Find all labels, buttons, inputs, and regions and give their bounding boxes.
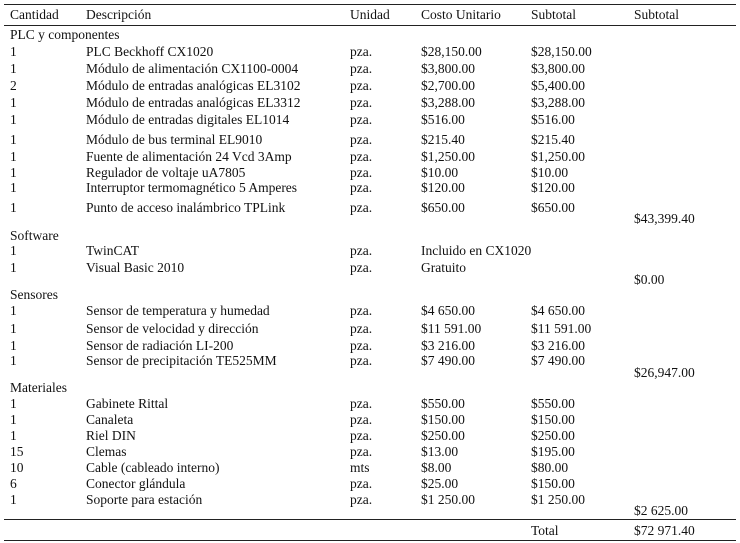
row-subtotal: $650.00 bbox=[531, 200, 575, 215]
row-unit: pza. bbox=[350, 61, 373, 76]
row-desc: Cable (cableado interno) bbox=[86, 460, 220, 475]
row-qty: 1 bbox=[10, 95, 17, 110]
top-rule bbox=[4, 4, 736, 5]
header-descripcion: Descripción bbox=[86, 7, 152, 22]
row-subtotal: $3 216.00 bbox=[531, 338, 585, 353]
bottom-rule bbox=[4, 540, 736, 541]
row-subtotal: $3,288.00 bbox=[531, 95, 585, 110]
header-subtotal-grupo: Subtotal bbox=[634, 7, 680, 22]
row-qty: 2 bbox=[10, 78, 17, 93]
section-title: Materiales bbox=[10, 380, 67, 395]
row-cost: $11 591.00 bbox=[421, 321, 482, 336]
row-qty: 1 bbox=[10, 353, 17, 368]
row-cost: Incluido en CX1020 bbox=[421, 243, 532, 258]
row-desc: Sensor de velocidad y dirección bbox=[86, 321, 259, 336]
row-cost: $250.00 bbox=[421, 428, 465, 443]
row-cost: $7 490.00 bbox=[421, 353, 475, 368]
row-unit: pza. bbox=[350, 476, 373, 491]
row-desc: Gabinete Rittal bbox=[86, 396, 169, 411]
row-qty: 1 bbox=[10, 132, 17, 147]
row-subtotal: $120.00 bbox=[531, 180, 575, 195]
row-cost: $13.00 bbox=[421, 444, 459, 459]
row-desc: Canaleta bbox=[86, 412, 134, 427]
row-desc: Soporte para estación bbox=[86, 492, 203, 507]
row-unit: pza. bbox=[350, 412, 373, 427]
section-subtotal: $26,947.00 bbox=[634, 365, 695, 380]
row-qty: 1 bbox=[10, 149, 17, 164]
row-desc: Módulo de alimentación CX1100-0004 bbox=[86, 61, 299, 76]
row-subtotal: $80.00 bbox=[531, 460, 569, 475]
row-cost: $550.00 bbox=[421, 396, 465, 411]
row-subtotal: $1,250.00 bbox=[531, 149, 585, 164]
row-unit: pza. bbox=[350, 492, 373, 507]
row-subtotal: $3,800.00 bbox=[531, 61, 585, 76]
row-unit: pza. bbox=[350, 338, 373, 353]
row-unit: pza. bbox=[350, 132, 373, 147]
row-subtotal: $5,400.00 bbox=[531, 78, 585, 93]
total-rule bbox=[4, 519, 736, 520]
section-title: Software bbox=[10, 228, 59, 243]
row-unit: pza. bbox=[350, 165, 373, 180]
row-subtotal: $150.00 bbox=[531, 476, 575, 491]
row-cost: $10.00 bbox=[421, 165, 459, 180]
row-qty: 6 bbox=[10, 476, 17, 491]
row-unit: pza. bbox=[350, 396, 373, 411]
row-cost: $1 250.00 bbox=[421, 492, 475, 507]
row-desc: Punto de acceso inalámbrico TPLink bbox=[86, 200, 286, 215]
row-cost: $150.00 bbox=[421, 412, 465, 427]
row-cost: $8.00 bbox=[421, 460, 452, 475]
row-subtotal: $1 250.00 bbox=[531, 492, 585, 507]
section-title: PLC y componentes bbox=[10, 27, 120, 42]
section-subtotal: $43,399.40 bbox=[634, 211, 695, 226]
row-unit: pza. bbox=[350, 200, 373, 215]
row-qty: 1 bbox=[10, 165, 17, 180]
row-subtotal: $7 490.00 bbox=[531, 353, 585, 368]
total-value: $72 971.40 bbox=[634, 523, 695, 538]
row-subtotal: $150.00 bbox=[531, 412, 575, 427]
row-qty: 1 bbox=[10, 200, 17, 215]
row-qty: 1 bbox=[10, 428, 17, 443]
row-desc: Regulador de voltaje uA7805 bbox=[86, 165, 246, 180]
row-qty: 15 bbox=[10, 444, 24, 459]
row-desc: Visual Basic 2010 bbox=[86, 260, 185, 275]
header-cantidad: Cantidad bbox=[10, 7, 59, 22]
row-subtotal: $215.40 bbox=[531, 132, 575, 147]
row-desc: Sensor de radiación LI-200 bbox=[86, 338, 234, 353]
row-cost: $3 216.00 bbox=[421, 338, 475, 353]
section-subtotal: $0.00 bbox=[634, 272, 665, 287]
row-unit: pza. bbox=[350, 112, 373, 127]
row-cost: $120.00 bbox=[421, 180, 465, 195]
row-qty: 1 bbox=[10, 492, 17, 507]
row-qty: 1 bbox=[10, 243, 17, 258]
row-unit: pza. bbox=[350, 260, 373, 275]
row-cost: $1,250.00 bbox=[421, 149, 475, 164]
row-unit: pza. bbox=[350, 444, 373, 459]
row-desc: TwinCAT bbox=[86, 243, 140, 258]
row-unit: pza. bbox=[350, 95, 373, 110]
row-desc: Módulo de entradas digitales EL1014 bbox=[86, 112, 290, 127]
row-qty: 1 bbox=[10, 44, 17, 59]
row-desc: Módulo de entradas analógicas EL3312 bbox=[86, 95, 301, 110]
header-costo-unitario: Costo Unitario bbox=[421, 7, 501, 22]
row-qty: 1 bbox=[10, 112, 17, 127]
row-unit: pza. bbox=[350, 428, 373, 443]
row-desc: Sensor de precipitación TE525MM bbox=[86, 353, 277, 368]
row-subtotal: $4 650.00 bbox=[531, 303, 585, 318]
row-desc: Interruptor termomagnético 5 Amperes bbox=[86, 180, 298, 195]
row-unit: mts bbox=[350, 460, 370, 475]
row-unit: pza. bbox=[350, 44, 373, 59]
section-title: Sensores bbox=[10, 287, 58, 302]
row-unit: pza. bbox=[350, 149, 373, 164]
row-unit: pza. bbox=[350, 243, 373, 258]
row-qty: 1 bbox=[10, 180, 17, 195]
row-subtotal: $195.00 bbox=[531, 444, 575, 459]
row-subtotal: $250.00 bbox=[531, 428, 575, 443]
row-subtotal: $516.00 bbox=[531, 112, 575, 127]
row-desc: Conector glándula bbox=[86, 476, 186, 491]
row-qty: 1 bbox=[10, 321, 17, 336]
row-qty: 10 bbox=[10, 460, 24, 475]
row-cost: $4 650.00 bbox=[421, 303, 475, 318]
row-qty: 1 bbox=[10, 338, 17, 353]
row-cost: $25.00 bbox=[421, 476, 459, 491]
header-unidad: Unidad bbox=[350, 7, 390, 22]
row-desc: Riel DIN bbox=[86, 428, 136, 443]
row-cost: $650.00 bbox=[421, 200, 465, 215]
row-unit: pza. bbox=[350, 180, 373, 195]
row-subtotal: $11 591.00 bbox=[531, 321, 592, 336]
row-subtotal: $10.00 bbox=[531, 165, 569, 180]
row-cost: Gratuito bbox=[421, 260, 466, 275]
row-desc: Módulo de bus terminal EL9010 bbox=[86, 132, 263, 147]
row-desc: Módulo de entradas analógicas EL3102 bbox=[86, 78, 301, 93]
header-subtotal: Subtotal bbox=[531, 7, 577, 22]
row-qty: 1 bbox=[10, 396, 17, 411]
row-desc: PLC Beckhoff CX1020 bbox=[86, 44, 214, 59]
row-qty: 1 bbox=[10, 303, 17, 318]
row-cost: $3,800.00 bbox=[421, 61, 475, 76]
row-cost: $215.40 bbox=[421, 132, 465, 147]
row-cost: $516.00 bbox=[421, 112, 465, 127]
row-unit: pza. bbox=[350, 353, 373, 368]
section-subtotal: $2 625.00 bbox=[634, 503, 688, 518]
row-unit: pza. bbox=[350, 321, 373, 336]
row-subtotal: $28,150.00 bbox=[531, 44, 592, 59]
row-cost: $3,288.00 bbox=[421, 95, 475, 110]
row-qty: 1 bbox=[10, 61, 17, 76]
header-rule bbox=[4, 25, 736, 26]
row-desc: Fuente de alimentación 24 Vcd 3Amp bbox=[86, 149, 292, 164]
row-unit: pza. bbox=[350, 78, 373, 93]
row-qty: 1 bbox=[10, 260, 17, 275]
row-cost: $28,150.00 bbox=[421, 44, 482, 59]
row-desc: Sensor de temperatura y humedad bbox=[86, 303, 270, 318]
total-label: Total bbox=[531, 523, 559, 538]
row-subtotal: $550.00 bbox=[531, 396, 575, 411]
row-qty: 1 bbox=[10, 412, 17, 427]
row-unit: pza. bbox=[350, 303, 373, 318]
row-desc: Clemas bbox=[86, 444, 127, 459]
row-cost: $2,700.00 bbox=[421, 78, 475, 93]
